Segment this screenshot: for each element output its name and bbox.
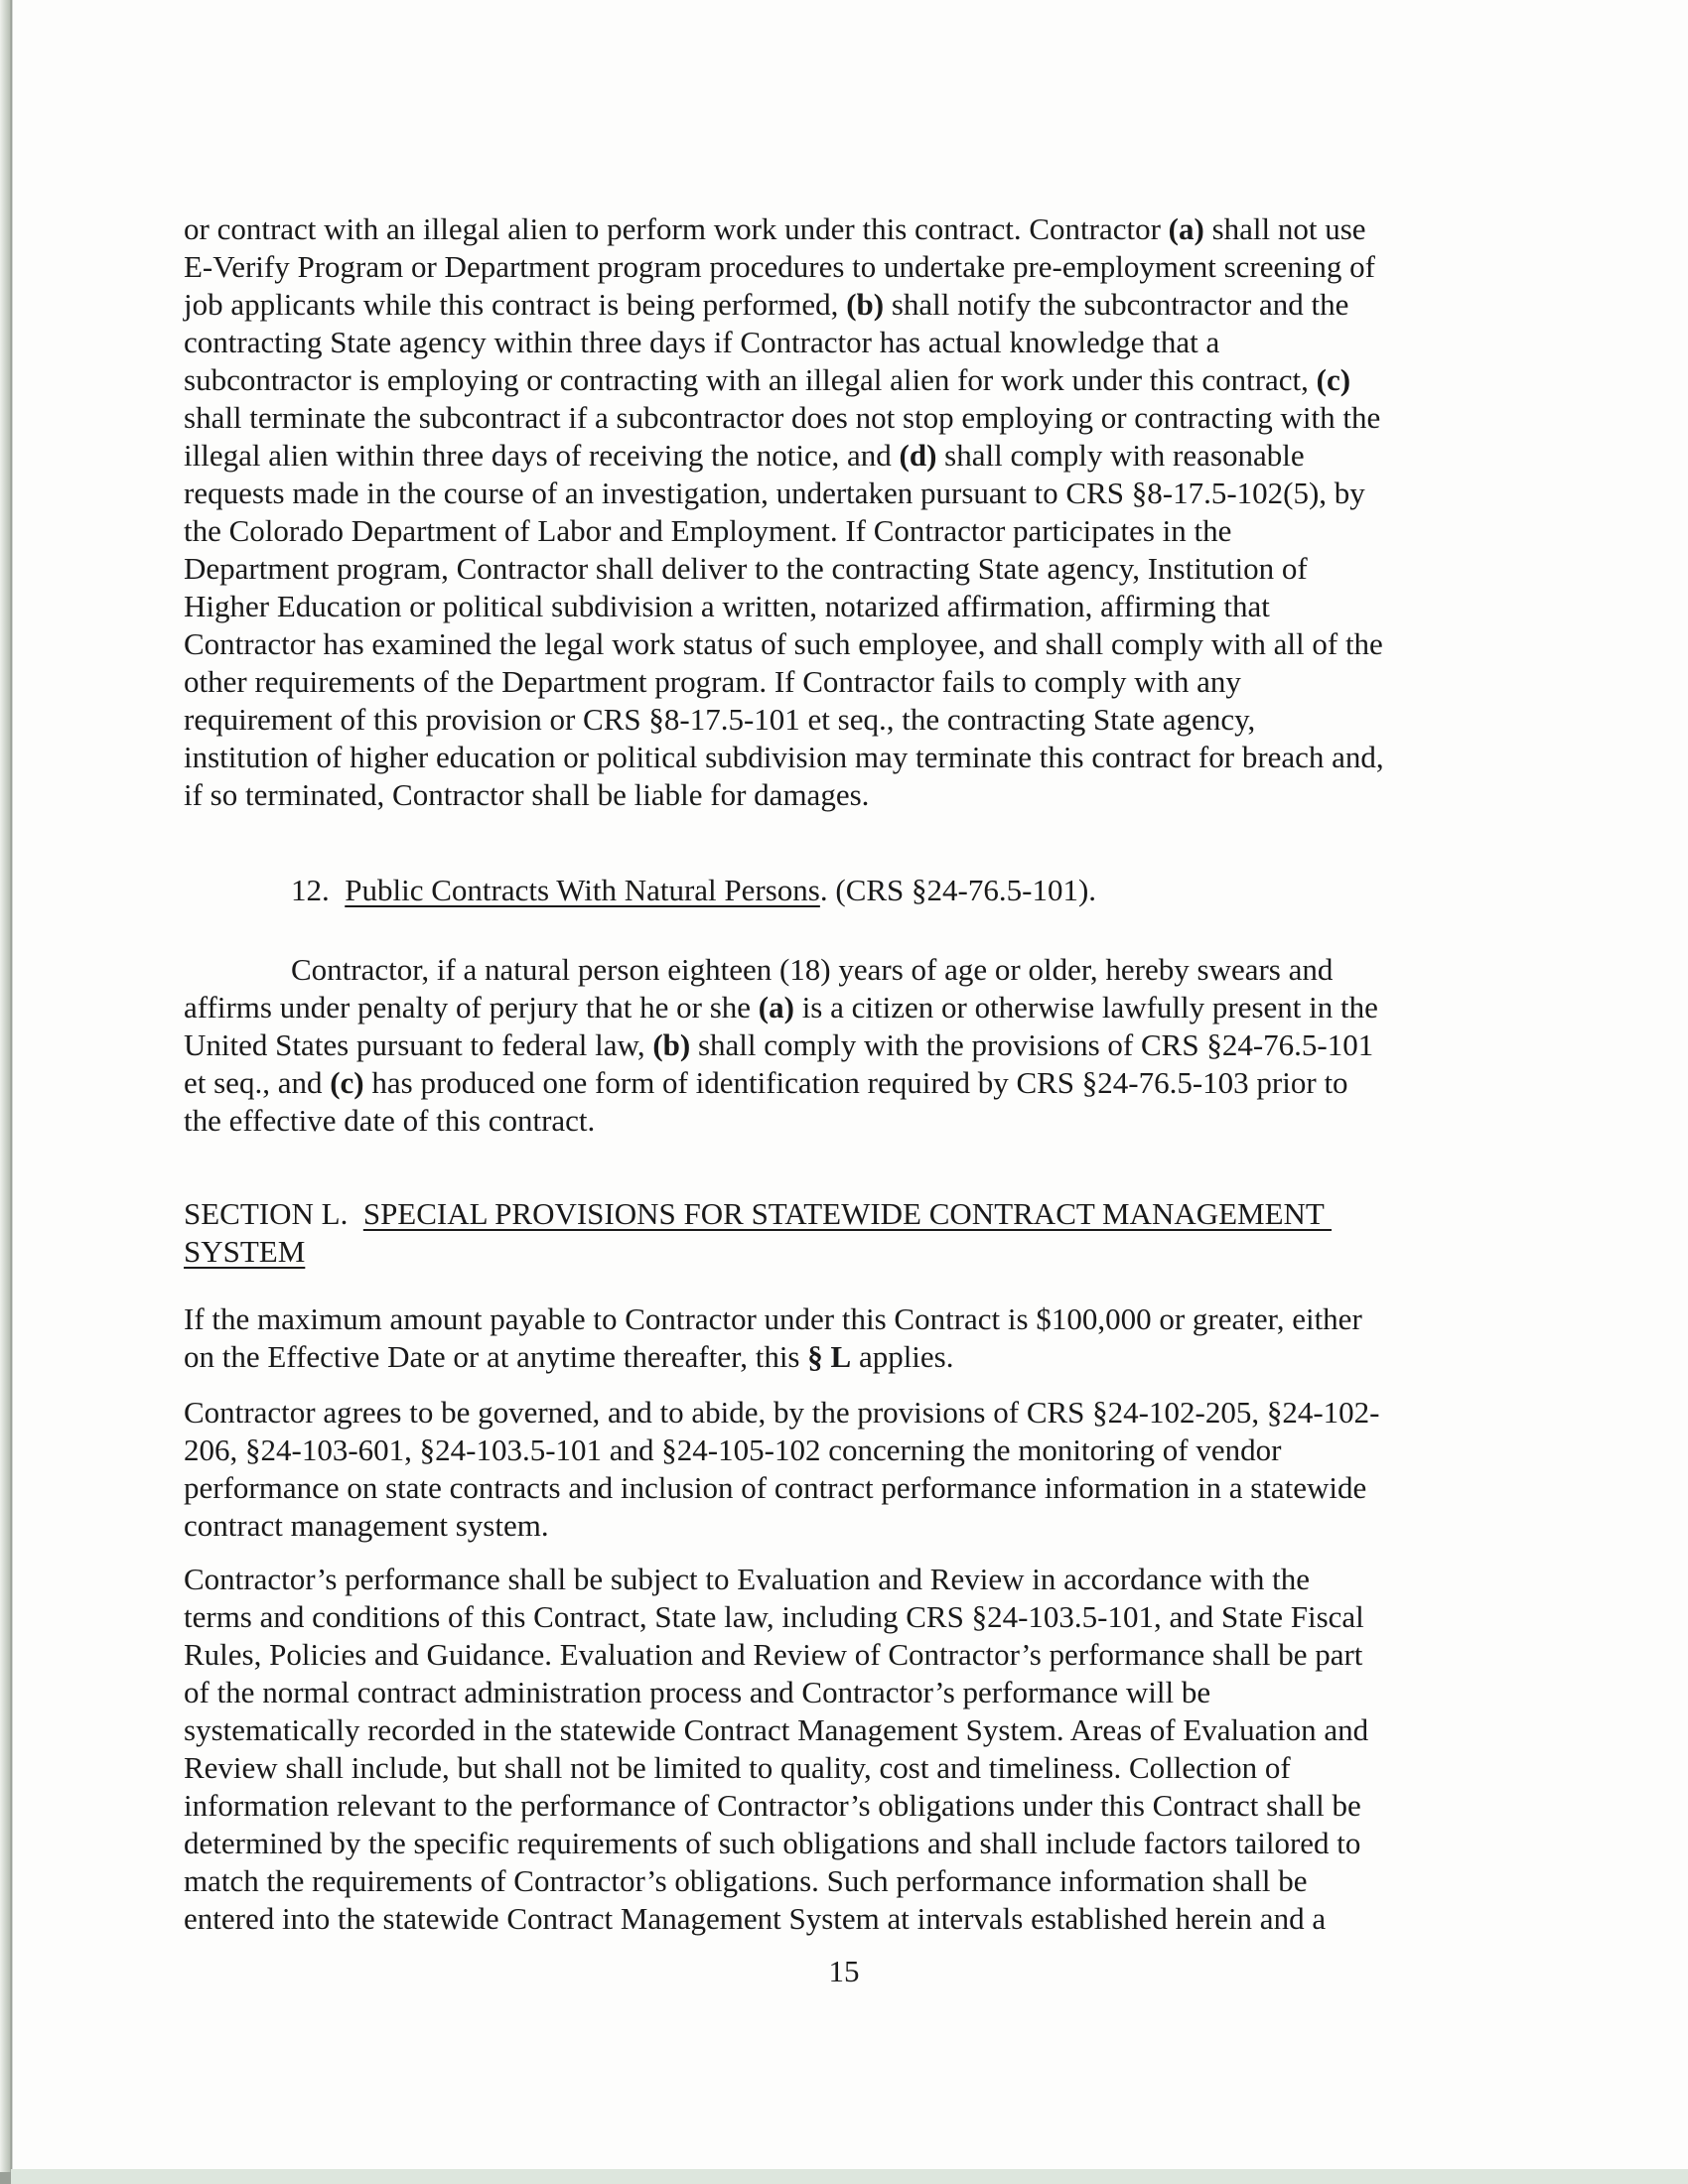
- text-line: of the normal contract administration process and Contractor’s performance will be: [184, 1675, 1211, 1709]
- text-line: affirms under penalty of perjury that he or she (a) is a citizen or otherwise lawfully present in the: [184, 990, 1378, 1024]
- text-line: If the maximum amount payable to Contractor under this Contract is $100,000 or greater, either: [184, 1301, 1362, 1336]
- paragraph-illegal-alien-continuation: [184, 210, 1504, 814]
- page-content: [184, 210, 1504, 1990]
- text-line: job applicants while this contract is being performed, (b) shall notify the subcontractor and the: [184, 287, 1349, 322]
- scan-left-edge-artifact: [0, 0, 13, 2184]
- text-line: on the Effective Date or at anytime thereafter, this § L applies.: [184, 1339, 954, 1374]
- paragraph-clause-12-body: [184, 951, 1504, 1140]
- text-line: subcontractor is employing or contracting with an illegal alien for work under this contract, (c): [184, 362, 1351, 397]
- text-line: contracting State agency within three days if Contractor has actual knowledge that a: [184, 325, 1220, 359]
- text-line: shall terminate the subcontract if a subcontractor does not stop employing or contracting with the: [184, 400, 1381, 435]
- text-line: SYSTEM: [184, 1234, 306, 1269]
- text-line: other requirements of the Department program. If Contractor fails to comply with any: [184, 664, 1241, 699]
- text-line: Department program, Contractor shall deliver to the contracting State agency, Institution of: [184, 551, 1308, 586]
- paragraph-section-l-performance-evaluation: [184, 1561, 1504, 1938]
- text-line: Higher Education or political subdivision a written, notarized affirmation, affirming that: [184, 589, 1270, 623]
- text-line: match the requirements of Contractor’s obligations. Such performance information shall be: [184, 1863, 1308, 1898]
- text-line: contract management system.: [184, 1508, 549, 1543]
- scan-bottom-band-artifact: [11, 2169, 1688, 2184]
- text-line: Review shall include, but shall not be limited to quality, cost and timeliness. Collection of: [184, 1750, 1291, 1785]
- text-line: if so terminated, Contractor shall be liable for damages.: [184, 777, 870, 812]
- heading-clause-12-public-contracts: [184, 872, 1504, 909]
- text-line: performance on state contracts and inclusion of contract performance information in a statewide: [184, 1470, 1367, 1505]
- text-line: the Colorado Department of Labor and Employment. If Contractor participates in the: [184, 513, 1232, 548]
- text-line: Rules, Policies and Guidance. Evaluation and Review of Contractor’s performance shall be part: [184, 1637, 1363, 1672]
- text-line: et seq., and (c) has produced one form of identification required by CRS §24-76.5-103 prior to: [184, 1065, 1348, 1100]
- text-line: SECTION L. SPECIAL PROVISIONS FOR STATEWIDE CONTRACT MANAGEMENT: [184, 1196, 1333, 1231]
- text-line: information relevant to the performance of Contractor’s obligations under this Contract shall be: [184, 1788, 1361, 1823]
- text-line: Contractor has examined the legal work status of such employee, and shall comply with all of the: [184, 626, 1383, 661]
- text-line: the effective date of this contract.: [184, 1103, 596, 1138]
- text-line: 12. Public Contracts With Natural Persons. (CRS §24-76.5-101).: [291, 873, 1097, 907]
- text-line: Contractor, if a natural person eighteen (18) years of age or older, hereby swears and: [291, 952, 1334, 987]
- text-line: United States pursuant to federal law, (b) shall comply with the provisions of CRS §24-76.5-101: [184, 1027, 1374, 1062]
- text-line: E-Verify Program or Department program procedures to undertake pre-employment screening of: [184, 249, 1375, 284]
- text-line: 206, §24-103-601, §24-103.5-101 and §24-105-102 concerning the monitoring of vendor: [184, 1433, 1282, 1467]
- scan-bottom-left-notch-artifact: [0, 2172, 11, 2184]
- text-line: illegal alien within three days of receiving the notice, and (d) shall comply with reasonable: [184, 438, 1305, 473]
- page-number: 15: [828, 1954, 860, 1988]
- text-line: determined by the specific requirements of such obligations and shall include factors tailored to: [184, 1826, 1361, 1860]
- text-line: requests made in the course of an investigation, undertaken pursuant to CRS §8-17.5-102(5), by: [184, 476, 1365, 510]
- heading-section-l: [184, 1195, 1504, 1271]
- text-line: systematically recorded in the statewide Contract Management System. Areas of Evaluation and: [184, 1712, 1369, 1747]
- text-line: entered into the statewide Contract Management System at intervals established herein and a: [184, 1901, 1327, 1936]
- paragraph-section-l-applicability: [184, 1300, 1504, 1376]
- text-line: Contractor’s performance shall be subject to Evaluation and Review in accordance with the: [184, 1562, 1310, 1596]
- text-line: Contractor agrees to be governed, and to abide, by the provisions of CRS §24-102-205, §24-102-: [184, 1395, 1380, 1430]
- text-line: or contract with an illegal alien to perform work under this contract. Contractor (a) shall not use: [184, 211, 1366, 246]
- text-line: institution of higher education or political subdivision may terminate this contract for breach and,: [184, 740, 1384, 774]
- paragraph-section-l-governing-provisions: [184, 1394, 1504, 1545]
- text-line: terms and conditions of this Contract, State law, including CRS §24-103.5-101, and State Fiscal: [184, 1599, 1364, 1634]
- text-line: requirement of this provision or CRS §8-17.5-101 et seq., the contracting State agency,: [184, 702, 1256, 737]
